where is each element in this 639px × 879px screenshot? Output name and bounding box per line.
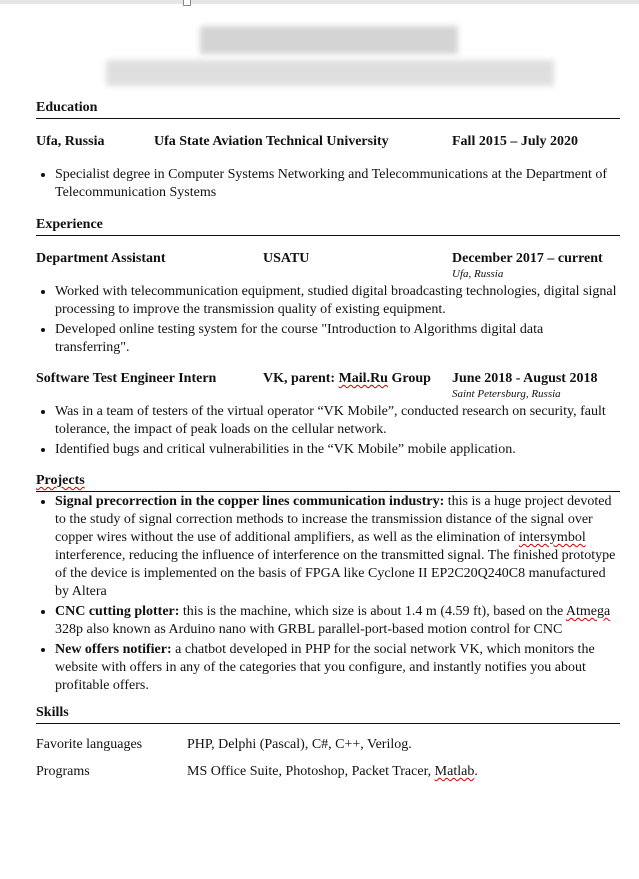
skills-table [36, 736, 620, 781]
projects-heading-text: Projects [36, 473, 85, 488]
job-dates: December 2017 – current [452, 251, 603, 266]
text-cursor-icon [183, 0, 191, 6]
job-org-suffix: Group [387, 371, 431, 386]
education-dates: Fall 2015 – July 2020 [452, 134, 579, 149]
skill-label: Favorite languages [36, 737, 143, 752]
job-location: Saint Petersburg, Russia [452, 388, 561, 400]
education-row [36, 133, 620, 151]
skills-row [36, 763, 620, 781]
list-item: • Was in a team of testers of the virtual operator “VK Mobile”, conducted research on security, fault tolerance, the impact of peak loads on the cellular network. [55, 402, 620, 439]
list-item: • Identified bugs and critical vulnerabilities in the “VK Mobile” mobile application. [55, 440, 620, 459]
job-row [36, 370, 620, 388]
resume-content [36, 99, 620, 790]
resume-page [0, 4, 639, 879]
list-item [55, 640, 620, 695]
list-item: • Specialist degree in Computer Systems Networking and Telecommunications at the Department of Telecommunication Systems [55, 165, 620, 202]
job-dates: June 2018 - August 2018 [452, 371, 598, 386]
projects-list [36, 492, 620, 695]
job-org-name: Mail.Ru [338, 371, 388, 386]
project-text: intersymbol [518, 530, 586, 545]
project-text: this is the machine, which size is about 1.4 m (4.59 ft), based on the [179, 604, 566, 619]
job-location: Ufa, Russia [452, 268, 504, 280]
education-heading: Education [36, 99, 620, 119]
project-text: 328p also known as Arduino nano with GRBL parallel-port-based motion control for CNC [55, 622, 563, 637]
skills-heading: Skills [36, 704, 620, 724]
job-org: USATU [263, 251, 310, 266]
skill-value-text: Matlab [434, 764, 475, 779]
list-item: • Developed online testing system for the course "Introduction to Algorithms digital data transferring". [55, 320, 620, 357]
project-name: New offers notifier: [55, 642, 172, 657]
education-city: Ufa, Russia [36, 134, 105, 149]
skill-label: Programs [36, 764, 90, 779]
skills-row [36, 736, 620, 754]
skill-value-text: . [474, 764, 478, 779]
skill-value: PHP, Delphi (Pascal), C#, C++, Verilog. [187, 737, 412, 752]
experience-heading: Experience [36, 216, 620, 236]
projects-heading [36, 472, 620, 492]
education-school: Ufa State Aviation Technical University [154, 134, 389, 149]
list-item [55, 602, 620, 639]
skill-value [187, 763, 478, 781]
project-text: interference, reducing the influence of interference on the transmitted signal. The finished prototype of the device is implemented on the basis of FPGA like Cyclone II EP2C20Q240C8 manufactured by Altera [55, 548, 616, 599]
project-text: a chatbot developed in PHP for the social network VK, which monitors the website with offers in any of the categories that you configure, and instantly notifies you about profitable offers. [55, 642, 595, 693]
job-bullets [36, 402, 620, 459]
job-bullets [36, 282, 620, 357]
project-text: this is a huge project devoted to the study of signal correction methods to increase the transmission distance of the signal over copper wires without the use of additional amplifiers, as well as the elimination of [55, 494, 612, 545]
education-list [36, 165, 620, 202]
project-name: Signal precorrection in the copper lines communication industry: [55, 494, 445, 509]
skill-value-text: MS Office Suite, Photoshop, Packet Tracer, [187, 764, 435, 779]
project-name: CNC cutting plotter: [55, 604, 180, 619]
job-org-prefix: VK, parent: [263, 371, 339, 386]
job-role: Department Assistant [36, 251, 166, 266]
job-row [36, 250, 620, 268]
job-org [263, 370, 452, 388]
project-text: Atmega [565, 604, 611, 619]
blurred-header [0, 18, 639, 98]
list-item: • Worked with telecommunication equipment, studied digital broadcasting technologies, digital signal processing to improve the transmission quality of existing equipment. [55, 282, 620, 319]
list-item [55, 492, 620, 601]
job-role: Software Test Engineer Intern [36, 371, 217, 386]
